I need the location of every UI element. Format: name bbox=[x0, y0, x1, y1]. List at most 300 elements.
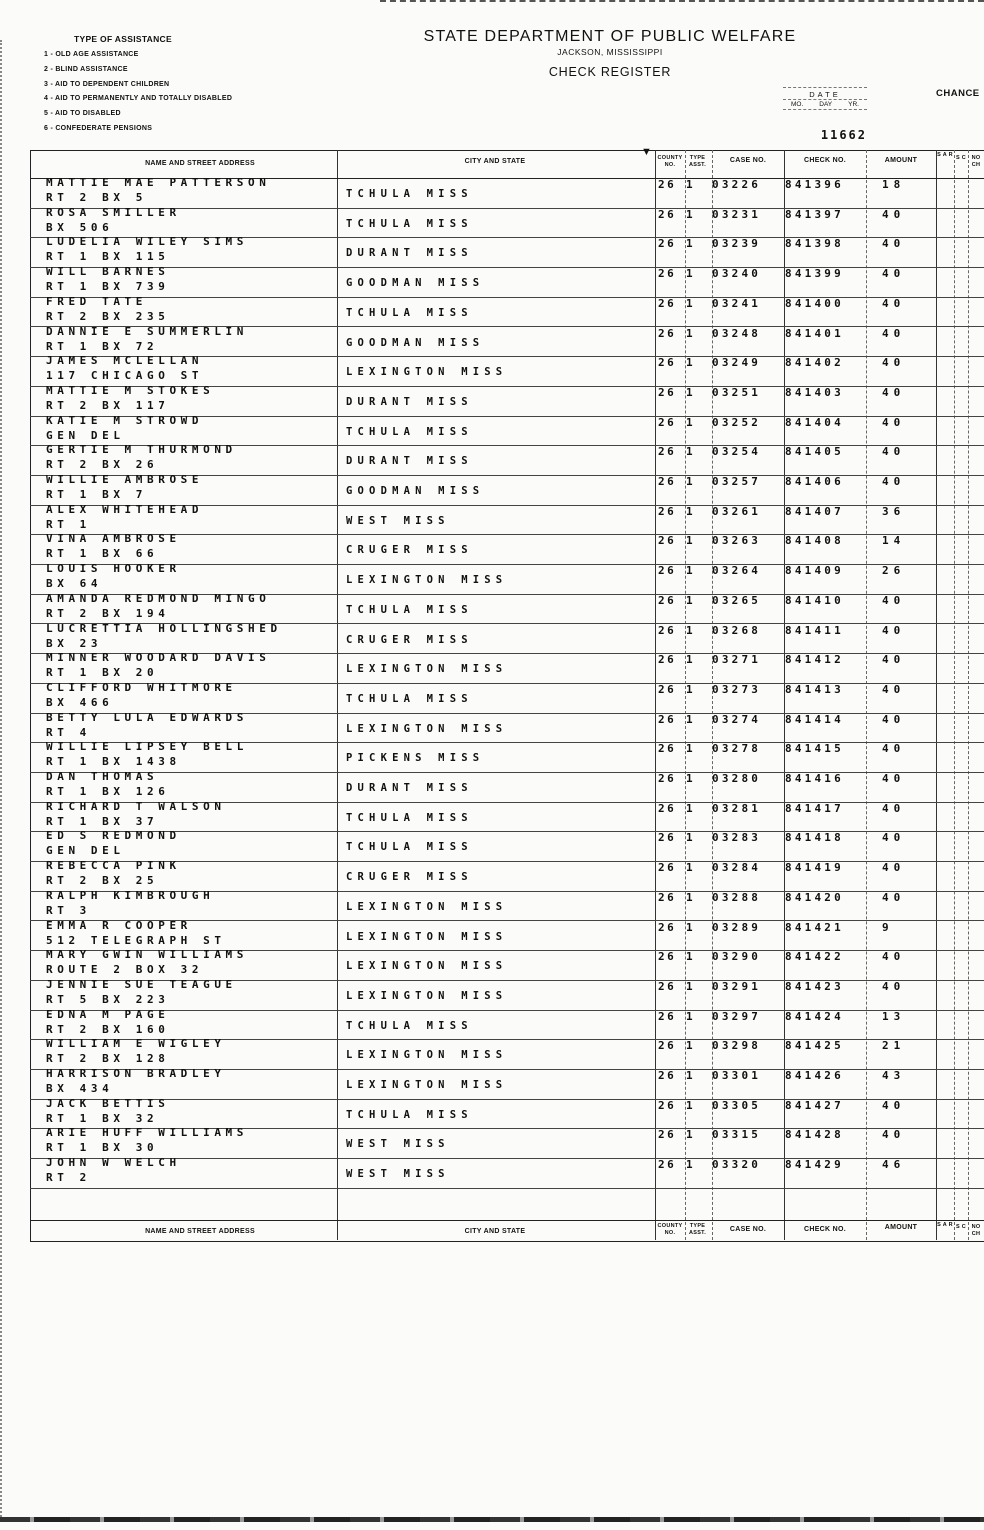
assistance-type: 1 bbox=[686, 861, 698, 875]
recipient-name: MATTIE MAE PATTERSON bbox=[46, 176, 271, 189]
street-address: RT 2 BX 128 bbox=[46, 1052, 170, 1066]
recipient-name: WILLIE LIPSEY BELL bbox=[46, 740, 249, 754]
county-number: 26 bbox=[658, 772, 677, 785]
recipient-name: LUCRETTIA HOLLINGSHED bbox=[46, 621, 282, 635]
county-number: 26 bbox=[658, 534, 677, 548]
footer-header-city: CITY AND STATE bbox=[464, 1228, 526, 1235]
table-row bbox=[30, 445, 984, 476]
check-amount: 46 bbox=[882, 1158, 906, 1172]
street-address: RT 1 BX 20 bbox=[46, 666, 159, 680]
recipient-name: ED S REDMOND bbox=[46, 829, 181, 843]
case-number: 03240 bbox=[712, 267, 762, 281]
table-row bbox=[30, 205, 984, 239]
case-number: 03264 bbox=[712, 564, 762, 578]
case-number: 03298 bbox=[712, 1039, 762, 1053]
case-number: 03288 bbox=[712, 890, 762, 904]
check-amount: 40 bbox=[882, 326, 906, 340]
city-state: LEXINGTON MISS bbox=[346, 930, 508, 943]
assistance-type: 1 bbox=[686, 1069, 698, 1082]
table-row bbox=[30, 564, 984, 595]
check-number: 841410 bbox=[785, 593, 844, 607]
footer-header-name: NAME AND STREET ADDRESS bbox=[145, 1228, 255, 1235]
street-address: 512 TELEGRAPH ST bbox=[46, 933, 226, 947]
table-row bbox=[30, 1128, 984, 1159]
county-number: 26 bbox=[658, 1128, 677, 1142]
check-number: 841407 bbox=[785, 504, 844, 518]
footer-header-no-ch: NO CH bbox=[971, 1224, 981, 1237]
check-number: 841429 bbox=[785, 1158, 844, 1172]
check-number: 841397 bbox=[785, 207, 844, 221]
check-amount: 40 bbox=[882, 712, 906, 726]
city-state: LEXINGTON MISS bbox=[346, 722, 508, 735]
case-number: 03291 bbox=[712, 979, 762, 993]
check-number: 841406 bbox=[785, 475, 844, 488]
table-row bbox=[30, 294, 984, 328]
check-amount: 40 bbox=[882, 237, 906, 251]
recipient-name: EMMA R COOPER bbox=[46, 918, 192, 932]
city-state: TCHULA MISS bbox=[346, 425, 473, 438]
city-state: DURANT MISS bbox=[346, 395, 473, 408]
street-address: RT 2 BX 160 bbox=[46, 1022, 170, 1036]
footer-header-check: CHECK NO. bbox=[804, 1226, 846, 1233]
county-number: 26 bbox=[658, 861, 677, 875]
case-number: 03248 bbox=[712, 326, 762, 340]
table-row bbox=[30, 413, 984, 447]
recipient-name: DANNIE E SUMMERLIN bbox=[46, 324, 249, 338]
check-number: 841402 bbox=[785, 356, 844, 370]
county-number: 26 bbox=[658, 326, 677, 340]
check-amount: 40 bbox=[882, 979, 906, 993]
legend-item: 6 - CONFEDERATE PENSIONS bbox=[44, 124, 153, 132]
table-row bbox=[30, 680, 984, 714]
date-month-label: MO. bbox=[790, 101, 804, 108]
city-state: DURANT MISS bbox=[346, 247, 473, 260]
county-number: 26 bbox=[658, 1039, 677, 1053]
assistance-type: 1 bbox=[686, 385, 698, 399]
city-state: TCHULA MISS bbox=[346, 692, 473, 705]
bottom-edge-rule bbox=[0, 1517, 984, 1522]
column-header-type: TYPE ASST. bbox=[688, 155, 707, 168]
case-number: 03297 bbox=[712, 1009, 762, 1023]
recipient-name: KATIE M STROWD bbox=[46, 413, 204, 427]
table-row bbox=[30, 653, 984, 684]
table-row bbox=[30, 475, 984, 506]
case-number: 03283 bbox=[712, 831, 762, 845]
table-row bbox=[30, 742, 984, 773]
case-number: 03274 bbox=[712, 712, 762, 726]
county-number: 26 bbox=[658, 1069, 677, 1082]
recipient-name: ROSA SMILLER bbox=[46, 205, 181, 219]
assistance-type: 1 bbox=[686, 653, 698, 667]
assistance-type: 1 bbox=[686, 772, 698, 785]
date-label: DATE bbox=[783, 87, 867, 99]
assistance-type: 1 bbox=[686, 890, 698, 904]
assistance-type: 1 bbox=[686, 326, 698, 340]
assistance-type: 1 bbox=[686, 593, 698, 607]
street-address: GEN DEL bbox=[46, 844, 125, 858]
register-header bbox=[380, 28, 840, 79]
recipient-name: GERTIE M THURMOND bbox=[46, 443, 237, 457]
table-row bbox=[30, 591, 984, 625]
case-number: 03289 bbox=[712, 920, 762, 934]
case-number: 03315 bbox=[712, 1128, 762, 1142]
check-number: 841400 bbox=[785, 296, 844, 310]
street-address: BX 23 bbox=[46, 636, 103, 650]
case-number: 03249 bbox=[712, 356, 762, 370]
check-number: 841419 bbox=[785, 861, 844, 875]
city-state: WEST MISS bbox=[346, 514, 450, 527]
table-row bbox=[30, 1007, 984, 1041]
street-address: RT 1 BX 66 bbox=[46, 547, 159, 561]
legend-item: 1 - OLD AGE ASSISTANCE bbox=[44, 51, 139, 58]
date-parts bbox=[783, 99, 867, 110]
recipient-name: ARIE HUFF WILLIAMS bbox=[46, 1126, 249, 1140]
county-number: 26 bbox=[658, 979, 677, 993]
street-address: BX 434 bbox=[46, 1082, 114, 1095]
table-row bbox=[30, 977, 984, 1011]
county-number: 26 bbox=[658, 653, 677, 667]
legend-title: TYPE OF ASSISTANCE bbox=[74, 34, 172, 44]
footer-header-flags1: S A R bbox=[937, 1222, 953, 1228]
check-amount: 13 bbox=[882, 1009, 906, 1023]
table-row bbox=[30, 621, 984, 655]
case-number: 03301 bbox=[712, 1069, 762, 1082]
assistance-type: 1 bbox=[686, 1009, 698, 1023]
check-number: 841405 bbox=[785, 445, 844, 459]
table-row bbox=[30, 502, 984, 536]
assistance-type-legend bbox=[44, 34, 232, 137]
check-amount: 43 bbox=[882, 1069, 906, 1082]
check-number: 841424 bbox=[785, 1009, 844, 1023]
footer-header-flags2: S C bbox=[955, 1224, 967, 1230]
city-state: TCHULA MISS bbox=[346, 306, 473, 319]
check-number: 841399 bbox=[785, 267, 844, 281]
check-amount: 40 bbox=[882, 623, 906, 637]
county-number: 26 bbox=[658, 712, 677, 726]
check-number: 841427 bbox=[785, 1098, 844, 1112]
check-amount: 40 bbox=[882, 950, 906, 964]
check-amount: 40 bbox=[882, 742, 906, 756]
table-row bbox=[30, 710, 984, 744]
table-row bbox=[30, 918, 984, 952]
table-row bbox=[30, 861, 984, 892]
recipient-name: ALEX WHITEHEAD bbox=[46, 502, 204, 516]
check-number: 841398 bbox=[785, 237, 844, 251]
recipient-name: REBECCA PINK bbox=[46, 859, 181, 873]
check-amount: 40 bbox=[882, 385, 906, 399]
table-row bbox=[30, 950, 984, 981]
check-amount: 40 bbox=[882, 772, 906, 785]
county-number: 26 bbox=[658, 475, 677, 488]
footer-header-type: TYPE ASST. bbox=[688, 1223, 707, 1236]
column-header-check: CHECK NO. bbox=[804, 157, 846, 164]
check-amount: 40 bbox=[882, 593, 906, 607]
city-state: GOODMAN MISS bbox=[346, 485, 485, 497]
street-address: RT 2 BX 5 bbox=[46, 191, 148, 204]
street-address: RT 5 BX 223 bbox=[46, 992, 170, 1006]
check-number: 841411 bbox=[785, 623, 844, 637]
recipient-name: WILLIAM E WIGLEY bbox=[46, 1037, 226, 1051]
legend-item: 2 - BLIND ASSISTANCE bbox=[44, 65, 128, 73]
assistance-type: 1 bbox=[686, 801, 698, 815]
legend-item: 5 - AID TO DISABLED bbox=[44, 110, 121, 118]
city-state: CRUGER MISS bbox=[346, 633, 473, 646]
county-number: 26 bbox=[658, 267, 677, 281]
city-state: CRUGER MISS bbox=[346, 544, 473, 557]
check-amount: 14 bbox=[882, 534, 906, 548]
case-number: 03271 bbox=[712, 653, 762, 667]
county-number: 26 bbox=[658, 623, 677, 637]
table-header-row bbox=[30, 146, 984, 179]
recipient-name: MATTIE M STOKES bbox=[46, 383, 215, 397]
check-number: 841425 bbox=[785, 1039, 844, 1053]
check-amount: 40 bbox=[882, 1128, 906, 1142]
recipient-name: RALPH KIMBROUGH bbox=[46, 888, 215, 902]
check-amount: 40 bbox=[882, 831, 906, 845]
street-address: ROUTE 2 BOX 32 bbox=[46, 963, 204, 977]
assistance-type: 1 bbox=[686, 237, 698, 251]
city-state: DURANT MISS bbox=[346, 782, 473, 794]
case-number: 03278 bbox=[712, 742, 762, 756]
city-state: PICKENS MISS bbox=[346, 752, 485, 765]
street-address: GEN DEL bbox=[46, 428, 125, 442]
check-amount: 26 bbox=[882, 564, 906, 578]
city-state: LEXINGTON MISS bbox=[346, 663, 508, 676]
check-number: 841415 bbox=[785, 742, 844, 756]
chance-label: CHANCE bbox=[936, 88, 980, 99]
legend-item: 4 - AID TO PERMANENTLY AND TOTALLY DISABLED bbox=[44, 95, 233, 103]
street-address: RT 3 bbox=[46, 903, 91, 917]
recipient-name: EDNA M PAGE bbox=[46, 1007, 170, 1021]
city-state: LEXINGTON MISS bbox=[346, 574, 508, 587]
street-address: RT 2 BX 25 bbox=[46, 874, 159, 888]
city-state: TCHULA MISS bbox=[346, 841, 473, 854]
street-address: RT 1 BX 115 bbox=[46, 250, 170, 264]
street-address: RT 2 bbox=[46, 1171, 91, 1185]
register-title: CHECK REGISTER bbox=[548, 65, 672, 79]
assistance-type: 1 bbox=[686, 1158, 698, 1172]
table-row bbox=[30, 1096, 984, 1130]
recipient-name: HARRISON BRADLEY bbox=[46, 1067, 226, 1080]
check-amount: 40 bbox=[882, 801, 906, 815]
check-number: 841416 bbox=[785, 772, 844, 785]
assistance-type: 1 bbox=[686, 831, 698, 845]
recipient-name: VINA AMBROSE bbox=[46, 532, 181, 546]
city-state: WEST MISS bbox=[346, 1168, 450, 1181]
check-number: 841422 bbox=[785, 950, 844, 964]
case-number: 03231 bbox=[712, 207, 762, 221]
check-amount: 40 bbox=[882, 415, 906, 429]
recipient-name: FRED TATE bbox=[46, 294, 148, 308]
check-amount: 40 bbox=[882, 267, 906, 281]
case-number: 03261 bbox=[712, 504, 762, 518]
column-header-county: COUNTY NO. bbox=[657, 155, 683, 168]
city-state: TCHULA MISS bbox=[346, 1019, 473, 1032]
date-box bbox=[783, 87, 867, 142]
county-number: 26 bbox=[658, 385, 677, 399]
street-address: RT 1 BX 7 bbox=[46, 488, 148, 501]
county-number: 26 bbox=[658, 831, 677, 845]
assistance-type: 1 bbox=[686, 1039, 698, 1053]
recipient-name: CLIFFORD WHITMORE bbox=[46, 680, 237, 694]
assistance-type: 1 bbox=[686, 534, 698, 548]
table-row bbox=[30, 267, 984, 298]
street-address: BX 466 bbox=[46, 695, 114, 709]
column-header-flags2: S C bbox=[955, 155, 967, 161]
assistance-type: 1 bbox=[686, 564, 698, 578]
county-number: 26 bbox=[658, 1158, 677, 1172]
check-number: 841403 bbox=[785, 385, 844, 399]
check-amount: 9 bbox=[882, 920, 894, 934]
county-number: 26 bbox=[658, 207, 677, 221]
city-state: LEXINGTON MISS bbox=[346, 366, 508, 379]
case-number: 03281 bbox=[712, 801, 762, 815]
city-state: LEXINGTON MISS bbox=[346, 960, 508, 973]
check-amount: 40 bbox=[882, 861, 906, 875]
check-amount: 40 bbox=[882, 475, 906, 488]
county-number: 26 bbox=[658, 504, 677, 518]
street-address: RT 1 BX 72 bbox=[46, 339, 159, 353]
assistance-type: 1 bbox=[686, 1098, 698, 1112]
city-state: GOODMAN MISS bbox=[346, 277, 485, 290]
assistance-type: 1 bbox=[686, 950, 698, 964]
city-state: LEXINGTON MISS bbox=[346, 1079, 508, 1091]
date-value: 11662 bbox=[820, 128, 867, 142]
check-number: 841396 bbox=[785, 178, 844, 191]
check-amount: 40 bbox=[882, 1098, 906, 1112]
assistance-type: 1 bbox=[686, 475, 698, 488]
city-state: CRUGER MISS bbox=[346, 871, 473, 884]
column-header-flags1: S A R bbox=[937, 152, 953, 158]
check-amount: 40 bbox=[882, 356, 906, 370]
check-number: 841423 bbox=[785, 979, 844, 993]
street-address: RT 1 BX 739 bbox=[46, 280, 170, 294]
case-number: 03280 bbox=[712, 772, 762, 785]
table-row bbox=[30, 1069, 984, 1100]
county-number: 26 bbox=[658, 742, 677, 756]
county-number: 26 bbox=[658, 801, 677, 815]
street-address: BX 64 bbox=[46, 577, 103, 591]
street-address: RT 1 bbox=[46, 517, 91, 531]
recipient-name: AMANDA REDMOND MINGO bbox=[46, 591, 271, 605]
case-number: 03305 bbox=[712, 1098, 762, 1112]
check-amount: 40 bbox=[882, 682, 906, 696]
street-address: 117 CHICAGO ST bbox=[46, 369, 204, 383]
check-amount: 40 bbox=[882, 296, 906, 310]
case-number: 03251 bbox=[712, 385, 762, 399]
county-number: 26 bbox=[658, 950, 677, 964]
assistance-type: 1 bbox=[686, 979, 698, 993]
column-header-name: NAME AND STREET ADDRESS bbox=[145, 160, 255, 167]
city-state: LEXINGTON MISS bbox=[346, 1049, 508, 1062]
column-header-city: CITY AND STATE bbox=[464, 158, 526, 165]
case-number: 03239 bbox=[712, 237, 762, 251]
table-row bbox=[30, 237, 984, 268]
case-number: 03226 bbox=[712, 178, 762, 191]
recipient-name: RICHARD T WALSON bbox=[46, 799, 226, 813]
date-day-label: DAY bbox=[819, 101, 833, 108]
recipient-name: WILLIE AMBROSE bbox=[46, 473, 204, 486]
county-number: 26 bbox=[658, 564, 677, 578]
street-address: BX 506 bbox=[46, 220, 114, 234]
check-number: 841408 bbox=[785, 534, 844, 548]
table-row bbox=[30, 1039, 984, 1070]
recipient-name: JAMES MCLELLAN bbox=[46, 354, 204, 368]
county-number: 26 bbox=[658, 415, 677, 429]
case-number: 03252 bbox=[712, 415, 762, 429]
check-number: 841420 bbox=[785, 890, 844, 904]
city-state: WEST MISS bbox=[346, 1138, 450, 1151]
county-number: 26 bbox=[658, 356, 677, 370]
county-number: 26 bbox=[658, 682, 677, 696]
footer-header-county: COUNTY NO. bbox=[657, 1223, 683, 1236]
recipient-name: MARY GWIN WILLIAMS bbox=[46, 948, 249, 962]
assistance-type: 1 bbox=[686, 178, 698, 191]
check-number: 841404 bbox=[785, 415, 844, 429]
recipient-name: JOHN W WELCH bbox=[46, 1156, 181, 1170]
check-amount: 40 bbox=[882, 890, 906, 904]
case-number: 03284 bbox=[712, 861, 762, 875]
table-row bbox=[30, 178, 984, 209]
assistance-type: 1 bbox=[686, 356, 698, 370]
case-number: 03257 bbox=[712, 475, 762, 488]
top-edge-rule bbox=[380, 0, 984, 5]
street-address: RT 1 BX 37 bbox=[46, 814, 159, 828]
check-amount: 18 bbox=[882, 178, 906, 191]
case-number: 03254 bbox=[712, 445, 762, 459]
recipient-name: JACK BETTIS bbox=[46, 1096, 170, 1110]
check-amount: 40 bbox=[882, 653, 906, 667]
recipient-name: WILL BARNES bbox=[46, 265, 170, 279]
assistance-type: 1 bbox=[686, 207, 698, 221]
left-edge-marks bbox=[0, 40, 8, 1520]
column-header-no-ch: NO CH bbox=[971, 155, 981, 168]
table-row bbox=[30, 888, 984, 922]
case-number: 03290 bbox=[712, 950, 762, 964]
department-city: JACKSON, MISSISSIPPI bbox=[557, 47, 663, 57]
table-row bbox=[30, 356, 984, 387]
table-row bbox=[30, 799, 984, 833]
check-number: 841426 bbox=[785, 1069, 844, 1082]
table-row bbox=[30, 772, 984, 803]
recipient-name: LOUIS HOOKER bbox=[46, 562, 181, 576]
city-state: GOODMAN MISS bbox=[346, 336, 485, 349]
case-number: 03241 bbox=[712, 296, 762, 310]
recipient-name: JENNIE SUE TEAGUE bbox=[46, 977, 237, 991]
city-state: TCHULA MISS bbox=[346, 217, 473, 230]
check-number: 841428 bbox=[785, 1128, 844, 1142]
county-number: 26 bbox=[658, 237, 677, 251]
assistance-type: 1 bbox=[686, 504, 698, 518]
street-address: RT 2 BX 194 bbox=[46, 606, 170, 620]
footer-header-case: CASE NO. bbox=[729, 1226, 767, 1233]
case-number: 03263 bbox=[712, 534, 762, 548]
assistance-type: 1 bbox=[686, 623, 698, 637]
case-number: 03273 bbox=[712, 682, 762, 696]
county-number: 26 bbox=[658, 178, 677, 191]
table-row bbox=[30, 534, 984, 565]
check-amount: 40 bbox=[882, 207, 906, 221]
city-state: TCHULA MISS bbox=[346, 603, 473, 616]
assistance-type: 1 bbox=[686, 445, 698, 459]
date-year-label: YR. bbox=[848, 101, 859, 108]
county-number: 26 bbox=[658, 296, 677, 310]
street-address: RT 1 BX 32 bbox=[46, 1111, 159, 1125]
check-amount: 40 bbox=[882, 445, 906, 459]
check-amount: 36 bbox=[882, 504, 906, 518]
marker-triangle-icon: ▼ bbox=[641, 146, 653, 158]
city-state: LEXINGTON MISS bbox=[346, 989, 508, 1002]
